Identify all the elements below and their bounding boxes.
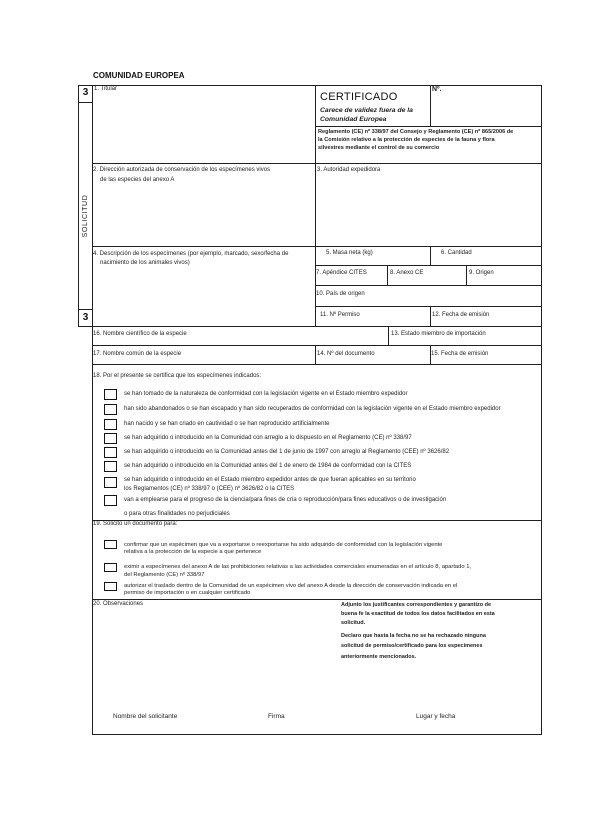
option-18-reg-338-97-label: se han adquirido o introducido en la Comunidad con arreglo a lo dispuesto en el Reglamento (CE) nº 338/97 — [124, 434, 412, 441]
declaration-1-line-3: solicitud. — [341, 619, 366, 626]
validity-note-line-1: Carece de validez fuera de la — [320, 107, 413, 114]
form-header-title: COMUNIDAD EUROPEA — [93, 71, 185, 80]
declaration-2-line-3: anteriormente mencionados. — [341, 653, 417, 660]
field-label-nombre-comun: 17. Nombre común de la especie — [93, 350, 182, 357]
signature-place-date-label: Lugar y fecha — [416, 713, 456, 720]
signature-firma-label: Firma — [268, 713, 285, 720]
checkbox-19-exempt-annex-a[interactable] — [104, 563, 117, 572]
signature-name-label: Nombre del solicitante — [113, 713, 178, 720]
option-18-other-purposes-label: o para otras finalidades no perjudiciales — [124, 510, 230, 517]
option-19-confirm-acquisition-line-1: confirmar que un espécimen que va a exportarse o reexportarse ha sido adquirido de conformidad con la legislación vigente — [124, 541, 443, 548]
option-18-before-applicable-label-line-2: los Reglamentos (CE) nº 338/97 o (CEE) nº 3626/82 o la CITES — [124, 485, 295, 492]
regulation-line-3: silvestres mediante el control de su comercio — [318, 145, 440, 151]
field-label-permiso: 11. Nº Permiso — [320, 311, 360, 318]
option-19-authorize-transfer-line-1: autorizar el traslado dentro de la Comunidad de un espécimen vivo del anexo A desde la dirección de conservación indicada en el — [124, 582, 458, 589]
field-label-fecha-emision-permiso: 12. Fecha de emisión — [432, 311, 490, 318]
field-label-autoridad: 3. Autoridad expedidora — [317, 166, 381, 173]
checkbox-18-scientific-use[interactable] — [104, 495, 117, 506]
checkbox-18-before-applicable[interactable] — [104, 477, 117, 488]
declaration-1-line-2: buena fe la exactitud de todos los datos facilitados en esta — [341, 610, 495, 617]
field-label-descripcion-line-1: 4. Descripción de los especímenes (por ejemplo, marcado, sexo/fecha de — [93, 250, 289, 257]
field-label-origen: 9. Origen — [469, 269, 494, 276]
regulation-line-2: la Comisión relativo a la protección de especies de la fauna y flora — [318, 137, 495, 143]
field-box-titular[interactable] — [92, 85, 316, 164]
field-box-certificate-number[interactable] — [430, 85, 542, 127]
field-label-nombre-cientifico: 16. Nombre científico de la especie — [93, 330, 187, 337]
validity-note-line-2: Comunidad Europea — [320, 116, 387, 123]
option-18-before-1997-label: se han adquirido o introducido en la Comunidad antes del 1 de junio de 1997 con arreglo al Reglamento (CEE) nº 3626/82 — [124, 448, 450, 455]
option-19-authorize-transfer-line-2: permiso de importación o en cualquier certificado — [124, 589, 251, 596]
field-label-num-documento: 14. Nº del documento — [317, 350, 375, 357]
section-label-solicitud: SOLICITUD — [81, 194, 89, 238]
section-18-heading: 18. Por el presente se certifica que los especímenes indicados: — [93, 372, 262, 379]
checkbox-19-authorize-transfer[interactable] — [104, 582, 117, 591]
field-label-pais-origen: 10. País de origen — [316, 290, 365, 297]
field-label-anexo: 8. Anexo CE — [390, 269, 424, 276]
option-18-wild-origin-label: se han tomado de la naturaleza de conformidad con la legislación vigente en el Estado miembro expedidor — [124, 390, 408, 397]
option-19-confirm-acquisition-line-2: relativa a la protección de la especie a que pertenece — [124, 548, 262, 555]
option-18-before-1984-label: se han adquirido o introducido en la Comunidad antes del 1 de enero de 1984 de conformidad con la CITES — [124, 462, 412, 469]
field-label-apendice: 7. Apéndice CITES — [316, 269, 367, 276]
declaration-2-line-2: solicitud de permiso/certificado para los especímenes — [341, 642, 483, 649]
field-label-direccion-line-2: de las especies del anexo A — [100, 176, 175, 183]
option-18-before-applicable-label-line-1: se han adquirido o introducido en el Estado miembro expedidor antes de que fueran aplicables en su territorio — [124, 476, 416, 483]
option-18-recovered-label: han sido abandonados o se han escapado y han sido recuperados de conformidad con la legislación vigente en el Estado miembro expedidor — [124, 405, 501, 412]
checkbox-18-before-1984[interactable] — [104, 461, 117, 472]
field-label-masa: 5. Masa neta (kg) — [326, 249, 373, 256]
copy-number-bottom: 3 — [82, 312, 89, 323]
option-18-captive-bred-label: han nacido y se han criado en cautividad o se han reproducido artificialmente — [124, 420, 330, 427]
field-label-fecha-emision-documento: 15. Fecha de emisión — [431, 350, 489, 357]
field-label-direccion-line-1: 2. Dirección autorizada de conservación de los especímenes vivos — [93, 166, 271, 173]
option-19-exempt-annex-a-line-1: eximir a especímenes del anexo A de las prohibiciones relativas a las actividades comerciales enumeradas en el artículo 8, apartado 1, — [124, 563, 472, 570]
field-label-certificate-number: Nº. — [432, 85, 442, 93]
section-19-heading: 19. Solicito un documento para: — [93, 520, 178, 527]
field-label-observaciones: 20. Observaciones — [93, 600, 144, 607]
field-box-autoridad[interactable] — [315, 163, 542, 247]
checkbox-18-reg-338-97[interactable] — [104, 433, 117, 444]
field-label-descripcion-line-2: nacimiento de los animales vivos) — [100, 259, 190, 266]
checkbox-18-recovered[interactable] — [104, 404, 117, 415]
field-box-descripcion[interactable] — [92, 246, 316, 327]
field-label-titular: 1. Titular — [94, 85, 118, 92]
checkbox-18-before-1997[interactable] — [104, 447, 117, 458]
copy-number-top: 3 — [82, 87, 89, 98]
checkbox-19-confirm-acquisition[interactable] — [104, 540, 117, 549]
field-label-cantidad: 6. Cantidad — [441, 249, 472, 256]
option-18-scientific-use-label: van a emplearse para el progreso de la ciencia/para fines de cría o reproducción/para fines educativos o de investigación — [124, 496, 447, 503]
declaration-2-line-1: Declaro que hasta la fecha no se ha rechazado ninguna — [341, 632, 486, 639]
option-19-exempt-annex-a-line-2: del Reglamento (CE) nº 338/97 — [124, 571, 205, 578]
declaration-1-line-1: Adjunto los justificantes correspondientes y garantizo de — [341, 601, 492, 608]
checkbox-18-wild-origin[interactable] — [104, 389, 117, 400]
field-label-estado-importacion: 13. Estado miembro de importación — [391, 330, 486, 337]
certificate-title: CERTIFICADO — [320, 90, 398, 103]
regulation-line-1: Reglamento (CE) nº 338/97 del Consejo y Reglamento (CE) nº 865/2006 de — [318, 129, 514, 135]
checkbox-18-captive-bred[interactable] — [104, 419, 117, 430]
